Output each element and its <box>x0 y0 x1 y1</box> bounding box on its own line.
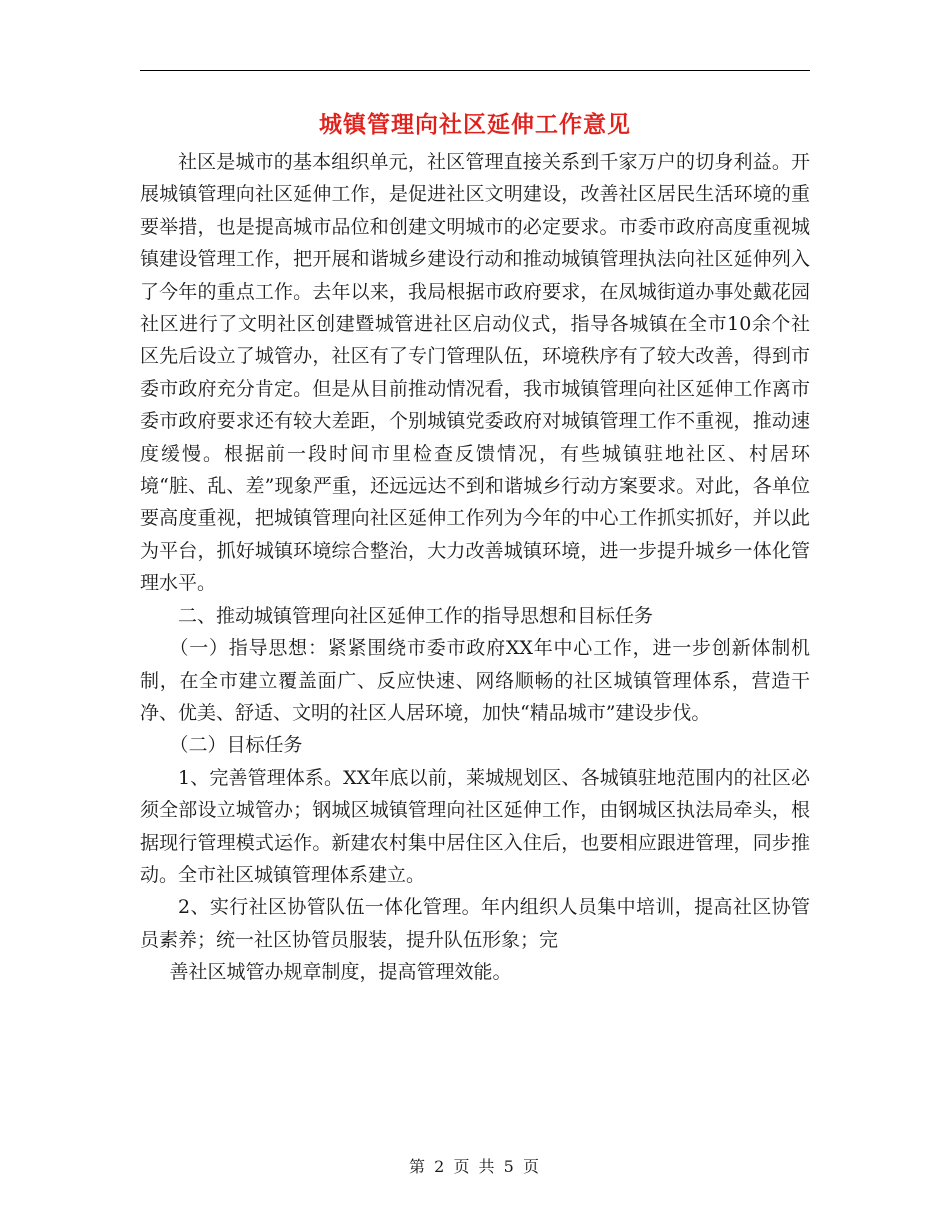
paragraph-goals-heading: （二）目标任务 <box>169 734 303 757</box>
footer-page-unit: 页 <box>453 1157 472 1176</box>
footer-total-label: 共 <box>478 1157 497 1176</box>
header-rule <box>140 70 810 71</box>
footer-current-page: 2 <box>434 1157 447 1176</box>
paragraph-goal-1: 1、完善管理体系。XX年底以前，莱城规划区、各城镇驻地范围内的社区必须全部设立城管办；钢城区城镇管理向社区延伸工作，由钢城区执法局牵头，根据现行管理模式运作。新建农村集中居住区入住后，也要相应跟进管理，同步推动。全市社区城镇管理体系建立。 <box>140 766 810 886</box>
document-body <box>140 146 810 989</box>
paragraph-intro: 社区是城市的基本组织单元，社区管理直接关系到千家万户的切身利益。开展城镇管理向社区延伸工作，是促进社区文明建设，改善社区居民生活环境的重要举措，也是提高城市品位和创建文明城市的必定要求。市委市政府高度重视城镇建设管理工作，把开展和谐城乡建设行动和推动城镇管理执法向社区延伸列入了今年的重点工作。去年以来，我局根据市政府要求，在凤城街道办事处戴花园社区进行了文明社区创建暨城管进社区启动仪式，指导各城镇在全市10余个社区先后设立了城管办，社区有了专门管理队伍，环境秩序有了较大改善，得到市委市政府充分肯定。但是从目前推动情况看，我市城镇管理向社区延伸工作离市委市政府要求还有较大差距，个别城镇党委政府对城镇管理工作不重视，推动速度缓慢。根据前一段时间市里检查反馈情况，有些城镇驻地社区、村居环境“脏、乱、差”现象严重，还远远达不到和谐城乡行动方案要求。对此，各单位要高度重视，把城镇管理向社区延伸工作列为今年的中心工作抓实抓好，并以此为平台，抓好城镇环境综合整治，大力改善城镇环境，进一步提升城乡一体化管理水平。 <box>140 151 810 595</box>
document-title: 城镇管理向社区延伸工作意见 <box>319 111 631 138</box>
footer-page-label: 第 <box>409 1157 428 1176</box>
paragraph-goal-2: 2、实行社区协管队伍一体化管理。年内组织人员集中培训，提高社区协管员素养；统一社区协管员服装，提升队伍形象；完 <box>140 896 810 951</box>
footer-total-unit: 页 <box>522 1157 541 1176</box>
page-footer <box>140 1154 810 1177</box>
paragraph-guiding-ideology: （一）指导思想：紧紧围绕市委市政府XX年中心工作，进一步创新体制机制，在全市建立覆盖面广、反应快速、网络顺畅的社区城镇管理体系，营造干净、优美、舒适、文明的社区人居环境，加快“精品城市”建设步伐。 <box>140 637 810 724</box>
footer-total-pages: 5 <box>503 1157 516 1176</box>
paragraph-section-heading: 二、推动城镇管理向社区延伸工作的指导思想和目标任务 <box>178 604 654 627</box>
paragraph-goal-2-continued: 善社区城管办规章制度，提高管理效能。 <box>169 961 512 984</box>
